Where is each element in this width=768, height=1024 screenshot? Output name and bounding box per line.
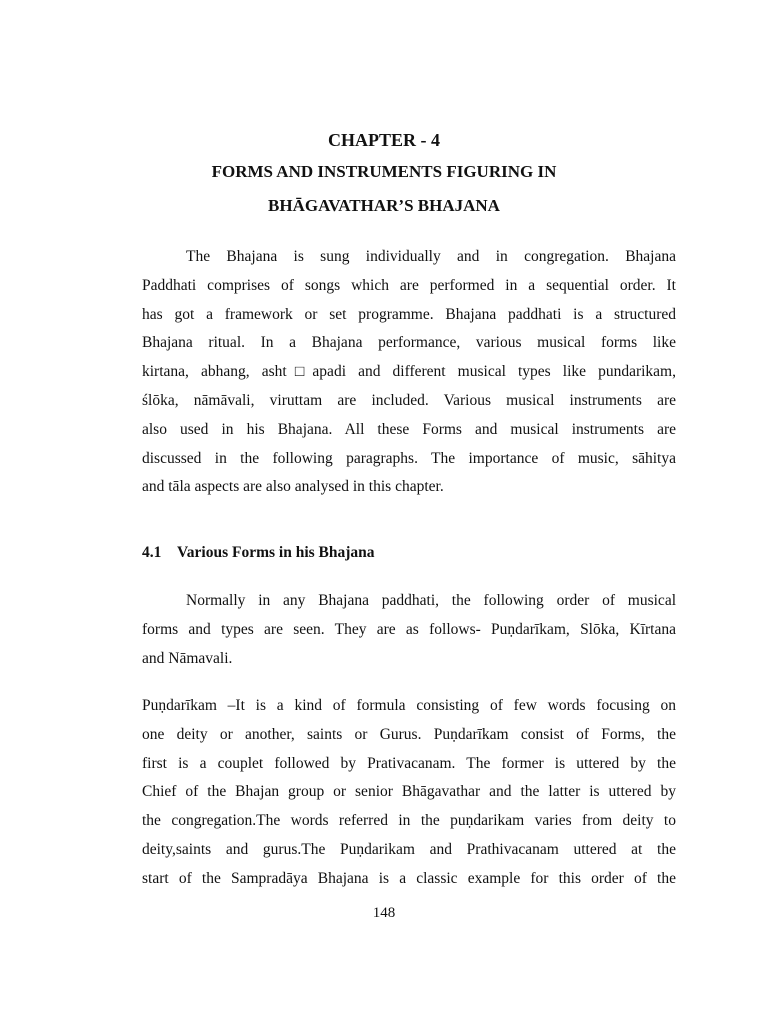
section-title: Various Forms in his Bhajana (177, 544, 375, 561)
paragraph-line: deity,saints and gurus.The Puṇdarikam and Prathivacanam uttered at the (142, 840, 676, 858)
paragraph-line: Paddhati comprises of songs which are performed in a sequential order. It (142, 276, 676, 294)
paragraph-line: ślōka, nāmāvali, viruttam are included. Various musical instruments are (142, 391, 676, 409)
chapter-title-line-1: FORMS AND INSTRUMENTS FIGURING IN (211, 162, 557, 181)
paragraph-line: discussed in the following paragraphs. The importance of music, sāhitya (142, 449, 676, 467)
paragraph-line: forms and types are seen. They are as follows- Puṇdarīkam, Slōka, Kīrtana (142, 620, 676, 638)
paragraph-line: has got a framework or set programme. Bhajana paddhati is a structured (142, 305, 676, 323)
paragraph-line: Bhajana ritual. In a Bhajana performance, various musical forms like (142, 334, 676, 352)
paragraph-line: one deity or another, saints or Gurus. Puṇdarīkam consist of Forms, the (142, 725, 676, 743)
paragraph-line: also used in his Bhajana. All these Forms and musical instruments are (142, 420, 676, 438)
section-paragraph (142, 587, 676, 673)
paragraph-line: Puṇdarīkam –It is a kind of formula consisting of few words focusing on (142, 697, 676, 714)
chapter-label: CHAPTER - 4 (328, 130, 440, 150)
chapter-title-line-2: BHĀGAVATHAR’S BHAJANA (268, 196, 500, 215)
paragraph-line: The Bhajana is sung individually and in congregation. Bhajana (186, 248, 676, 265)
paragraph-line: and Nāmavali. (142, 649, 233, 667)
paragraph-line: kirtana, abhang, asht□apadi and different musical types like pundarikam, (142, 363, 676, 381)
paragraph-line: the congregation.The words referred in the puṇdarikam varies from deity to (142, 812, 676, 830)
paragraph-line: first is a couplet followed by Prativacanam. The former is uttered by the (142, 754, 676, 772)
paragraph-line: and tāla aspects are also analysed in this chapter. (142, 478, 444, 496)
paragraph-line: Chief of the Bhajan group or senior Bhāgavathar and the latter is uttered by (142, 783, 676, 801)
pundarikam-paragraph (142, 692, 676, 894)
section-number: 4.1 (142, 544, 162, 561)
intro-paragraph (142, 243, 676, 502)
paragraph-line: start of the Sampradāya Bhajana is a classic example for this order of the (142, 869, 676, 887)
page-number: 148 (372, 905, 396, 921)
section-heading (142, 543, 375, 563)
paragraph-line: Normally in any Bhajana paddhati, the following order of musical (186, 592, 676, 609)
